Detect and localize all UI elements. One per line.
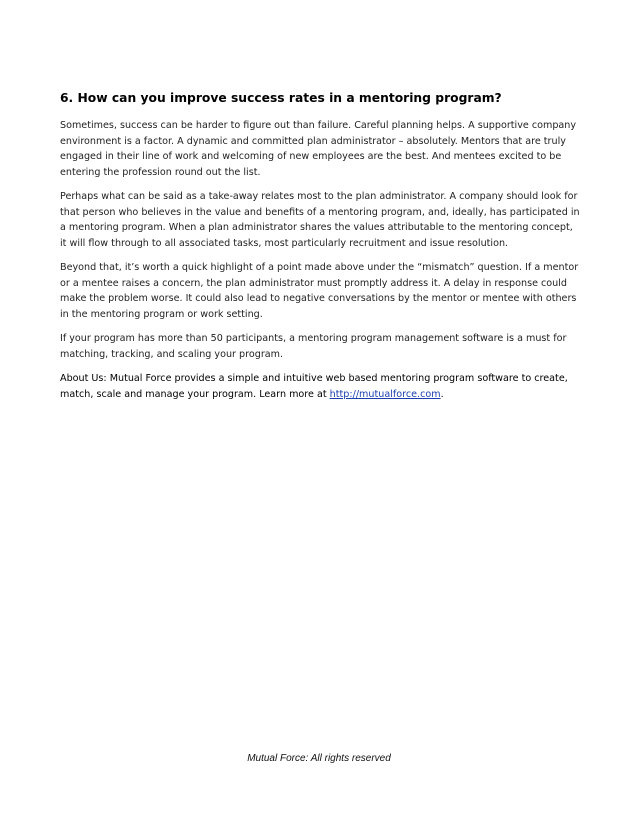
- document-body: [60, 89, 580, 402]
- paragraph-2: Perhaps what can be said as a take-away relates most to the plan administrator. A company should look for that person who believes in the value and benefits of a mentoring program, and, ideally, has participated in a mentoring program. When a plan administrator shares the values attributable to the mentoring concept, it will flow through to all associated tasks, most particularly recruitment and issue resolution.: [60, 191, 580, 249]
- paragraph-4: If your program has more than 50 participants, a mentoring program management software is a must for matching, tracking, and scaling your program.: [60, 333, 567, 360]
- section-heading: 6. How can you improve success rates in a mentoring program?: [60, 91, 502, 105]
- page-footer: Mutual Force: All rights reserved: [247, 753, 391, 764]
- paragraph-1: Sometimes, success can be harder to figure out than failure. Careful planning helps. A supportive company environment is a factor. A dynamic and committed plan administrator – absolutely. Mentors that are truly engaged in their line of work and welcoming of new employees are the best. And mentees excited to be entering the profession round out the list.: [60, 120, 577, 178]
- mutualforce-link[interactable]: http://mutualforce.com: [329, 388, 441, 400]
- about-us-paragraph: [60, 371, 580, 402]
- paragraph-3: Beyond that, it’s worth a quick highlight of a point made above under the “mismatch” question. If a mentor or a mentee raises a concern, the plan administrator must promptly address it. A delay in response could make the problem worse. It could also lead to negative conversations by the mentor or mentee with others in the mentoring program or work setting.: [60, 262, 579, 320]
- about-us-suffix: .: [440, 388, 444, 400]
- about-us-text: About Us: Mutual Force provides a simple and intuitive web based mentoring program software to create, match, scale and manage your program. Learn more at: [60, 373, 568, 400]
